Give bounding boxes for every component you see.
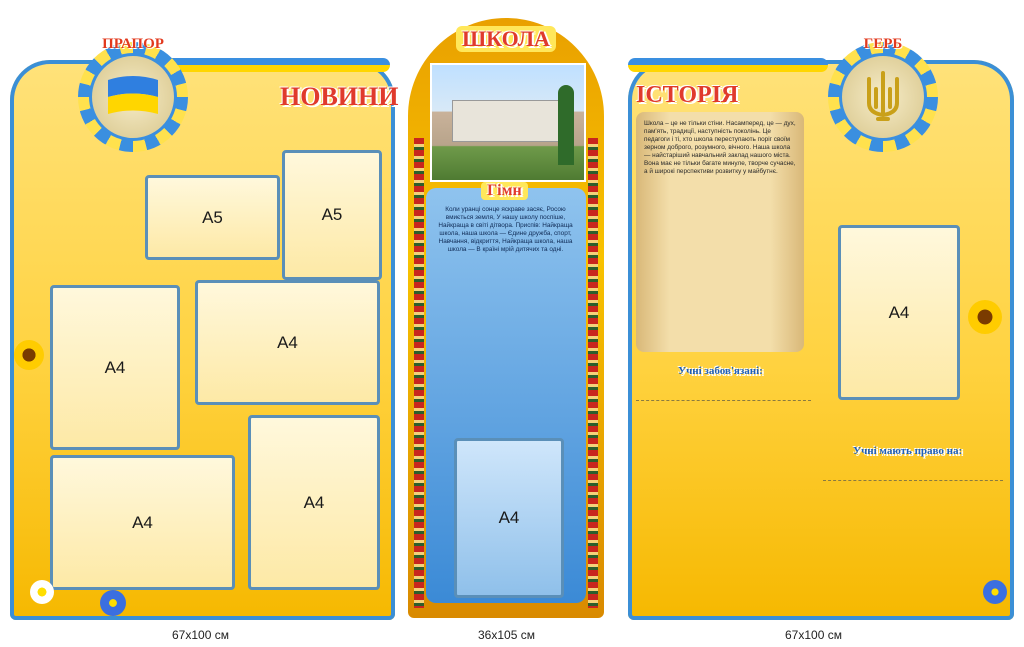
left-size-label: 67x100 см xyxy=(172,628,229,642)
cornflower-decoration-right xyxy=(983,580,1007,604)
slot-a4-2: A4 xyxy=(195,280,380,405)
coat-of-arms-badge xyxy=(828,36,938,152)
cornflower-decoration xyxy=(100,590,126,616)
duties-title: Учні забов'язані: xyxy=(678,365,763,377)
middle-size-label: 36x105 см xyxy=(478,628,535,642)
right-size-label: 67x100 см xyxy=(785,628,842,642)
middle-board xyxy=(408,18,604,618)
rights-title: Учні мають право на: xyxy=(853,445,963,457)
slot-a5-2: A5 xyxy=(282,150,382,280)
left-board xyxy=(10,60,399,620)
anthem-title: Гімн xyxy=(481,182,528,200)
coat-of-arms-label: ГЕРБ xyxy=(863,36,903,52)
flag-label: ПРАПОР xyxy=(102,36,164,52)
slot-a4-right: A4 xyxy=(838,225,960,400)
school-photo xyxy=(430,63,586,182)
ornament-right xyxy=(588,138,598,608)
slot-a5-1: A5 xyxy=(145,175,280,260)
anthem-text: Коли уранці сонце яскраве засяє, Росою вмиється земля, У нашу школу поспіше, Найкраща в світі дітвора. Приспів: Найкраща школа, наша школа — Єдине дружба, спорт, Навчання, відкриття, Найкраща школа, наша школа — В країні мрій дитячих та одні. xyxy=(438,206,573,253)
ornament-left xyxy=(414,138,424,608)
duties-list xyxy=(636,400,811,591)
anthem-panel xyxy=(426,182,586,603)
slot-a4-3: A4 xyxy=(50,455,235,590)
flag-badge xyxy=(78,36,188,152)
slot-a4-middle: A4 xyxy=(454,438,564,598)
history-scroll xyxy=(636,112,804,352)
right-board xyxy=(628,60,1014,620)
trident-icon xyxy=(839,53,927,141)
school-title: ШКОЛА xyxy=(456,26,556,52)
top-ribbon-right xyxy=(628,58,828,72)
slot-a4-4: A4 xyxy=(248,415,380,590)
flag-icon xyxy=(89,53,177,141)
daisy-decoration xyxy=(30,580,54,604)
sunflower-decoration-right xyxy=(968,300,1002,334)
rights-list xyxy=(823,480,1003,601)
history-text: Школа – це не тільки стіни. Насамперед, це — дух, пам'ять, традиції, наступність поколінь. Це педагоги і ті, хто школа переступають поріг своїм зерном доброго, розумного, вічного. Наша школа — найстаріший навчальний заклад нашого міста. Вона має не тільки багате минуле, творче сучасне, а й широкі перспективи розвитку у майбутнє. xyxy=(644,120,796,175)
sunflower-decoration xyxy=(14,340,44,370)
slot-a4-1: A4 xyxy=(50,285,180,450)
top-ribbon xyxy=(160,58,390,72)
news-title: НОВИНИ xyxy=(280,82,399,111)
history-title: ІСТОРІЯ xyxy=(636,82,739,108)
